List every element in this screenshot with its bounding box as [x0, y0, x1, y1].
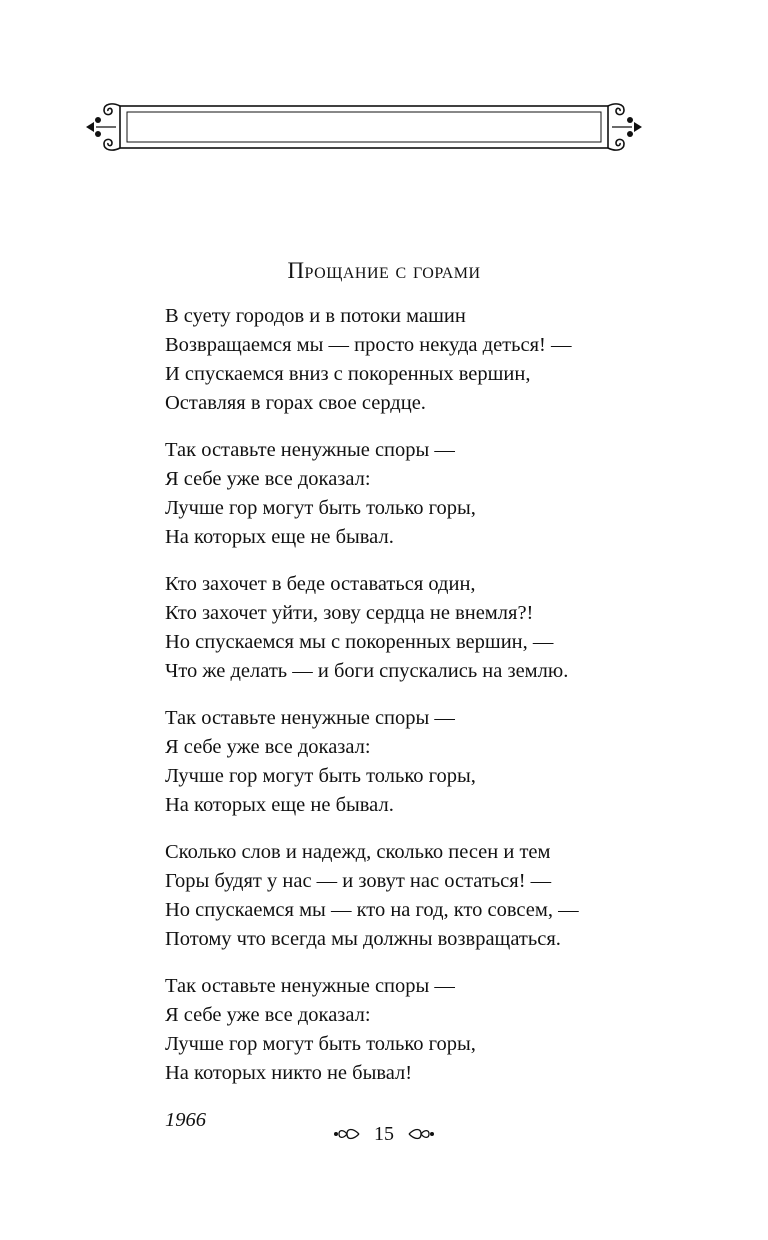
poem-line: Потому что всегда мы должны возвращаться.	[165, 928, 561, 950]
poem-line: Оставляя в горах свое сердце.	[165, 392, 426, 414]
poem-line: Я себе уже все доказал:	[165, 736, 371, 758]
poem-line: Горы будят у нас — и зовут нас остаться! —	[165, 870, 552, 892]
poem-body	[165, 302, 725, 1135]
page-footer	[0, 1120, 768, 1147]
fleuron-right-icon	[407, 1126, 435, 1142]
poem-line: На которых еще не бывал.	[165, 794, 394, 816]
poem-line: Кто захочет уйти, зову сердца не внемля?!	[165, 602, 534, 624]
poem-line: Но спускаемся мы с покоренных вершин, —	[165, 631, 554, 653]
stanza	[165, 704, 725, 820]
fleuron-left-icon	[333, 1126, 361, 1142]
poem-title: Прощание с горами	[287, 258, 481, 283]
poem-line: Что же делать — и боги спускались на землю.	[165, 660, 569, 682]
poem-line: Так оставьте ненужные споры —	[165, 707, 455, 729]
poem-line: Но спускаемся мы — кто на год, кто совсем, —	[165, 899, 579, 921]
poem-line: Так оставьте ненужные споры —	[165, 975, 455, 997]
page-number: 15	[374, 1123, 394, 1146]
poem-line: Лучше гор могут быть только горы,	[165, 1033, 476, 1055]
poem-date: 1966	[165, 1109, 206, 1131]
poem-line: Кто захочет в беде оставаться один,	[165, 573, 476, 595]
poem-line: На которых никто не бывал!	[165, 1062, 413, 1084]
stanza	[165, 838, 725, 954]
stanza	[165, 436, 725, 552]
header-ornament-frame	[82, 98, 646, 156]
stanza	[165, 302, 725, 418]
poem-line: Возвращаемся мы — просто некуда деться! —	[165, 334, 572, 356]
poem-line: Я себе уже все доказал:	[165, 468, 371, 490]
stanza	[165, 972, 725, 1088]
poem-line: Лучше гор могут быть только горы,	[165, 497, 476, 519]
poem-line: Сколько слов и надежд, сколько песен и тем	[165, 841, 551, 863]
poem-line: В суету городов и в потоки машин	[165, 305, 466, 327]
poem-line: Так оставьте ненужные споры —	[165, 439, 455, 461]
poem-line: Я себе уже все доказал:	[165, 1004, 371, 1026]
poem-line: И спускаемся вниз с покоренных вершин,	[165, 363, 531, 385]
poem-line: На которых еще не бывал.	[165, 526, 394, 548]
poem-line: Лучше гор могут быть только горы,	[165, 765, 476, 787]
stanza	[165, 570, 725, 686]
